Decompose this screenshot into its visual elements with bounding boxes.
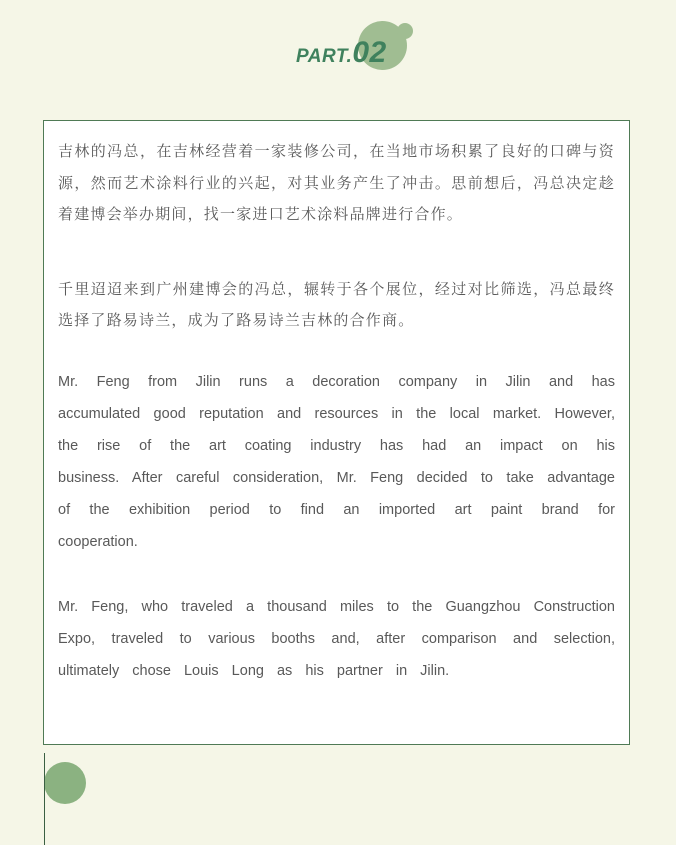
- section-title-number: 02: [352, 36, 387, 69]
- paragraph-en-1: Mr. Feng from Jilin runs a decoration company in Jilin and has accumulated good reputation and resources in the local market. However, the rise of the art coating industry has had an impact on his business. After careful consideration, Mr. Feng decided to take advantage of the exhibition period to find an imported art paint brand for cooperation.: [58, 373, 615, 550]
- paragraph-zh-1: 吉林的冯总，在吉林经营着一家装修公司，在当地市场积累了良好的口碑与资源，然而艺术涂料行业的兴起，对其业务产生了冲击。思前想后，冯总决定趁着建博会举办期间，找一家进口艺术涂料品牌进行合作。: [58, 143, 615, 223]
- section-title: [296, 36, 387, 70]
- footer-decor-circle: [44, 762, 86, 804]
- article-content-box: [43, 120, 630, 745]
- paragraph-en-2: Mr. Feng, who traveled a thousand miles to the Guangzhou Construction Expo, traveled to various booths and, after comparison and selection, ultimately chose Louis Long as his partner in Jilin.: [58, 598, 615, 679]
- footer-decor-line: [44, 753, 45, 845]
- paragraph-zh-2: 千里迢迢来到广州建博会的冯总，辗转于各个展位，经过对比筛选，冯总最终选择了路易诗兰，成为了路易诗兰吉林的合作商。: [58, 280, 615, 329]
- decor-circle-small: [397, 23, 413, 39]
- section-title-prefix: PART.: [296, 46, 353, 67]
